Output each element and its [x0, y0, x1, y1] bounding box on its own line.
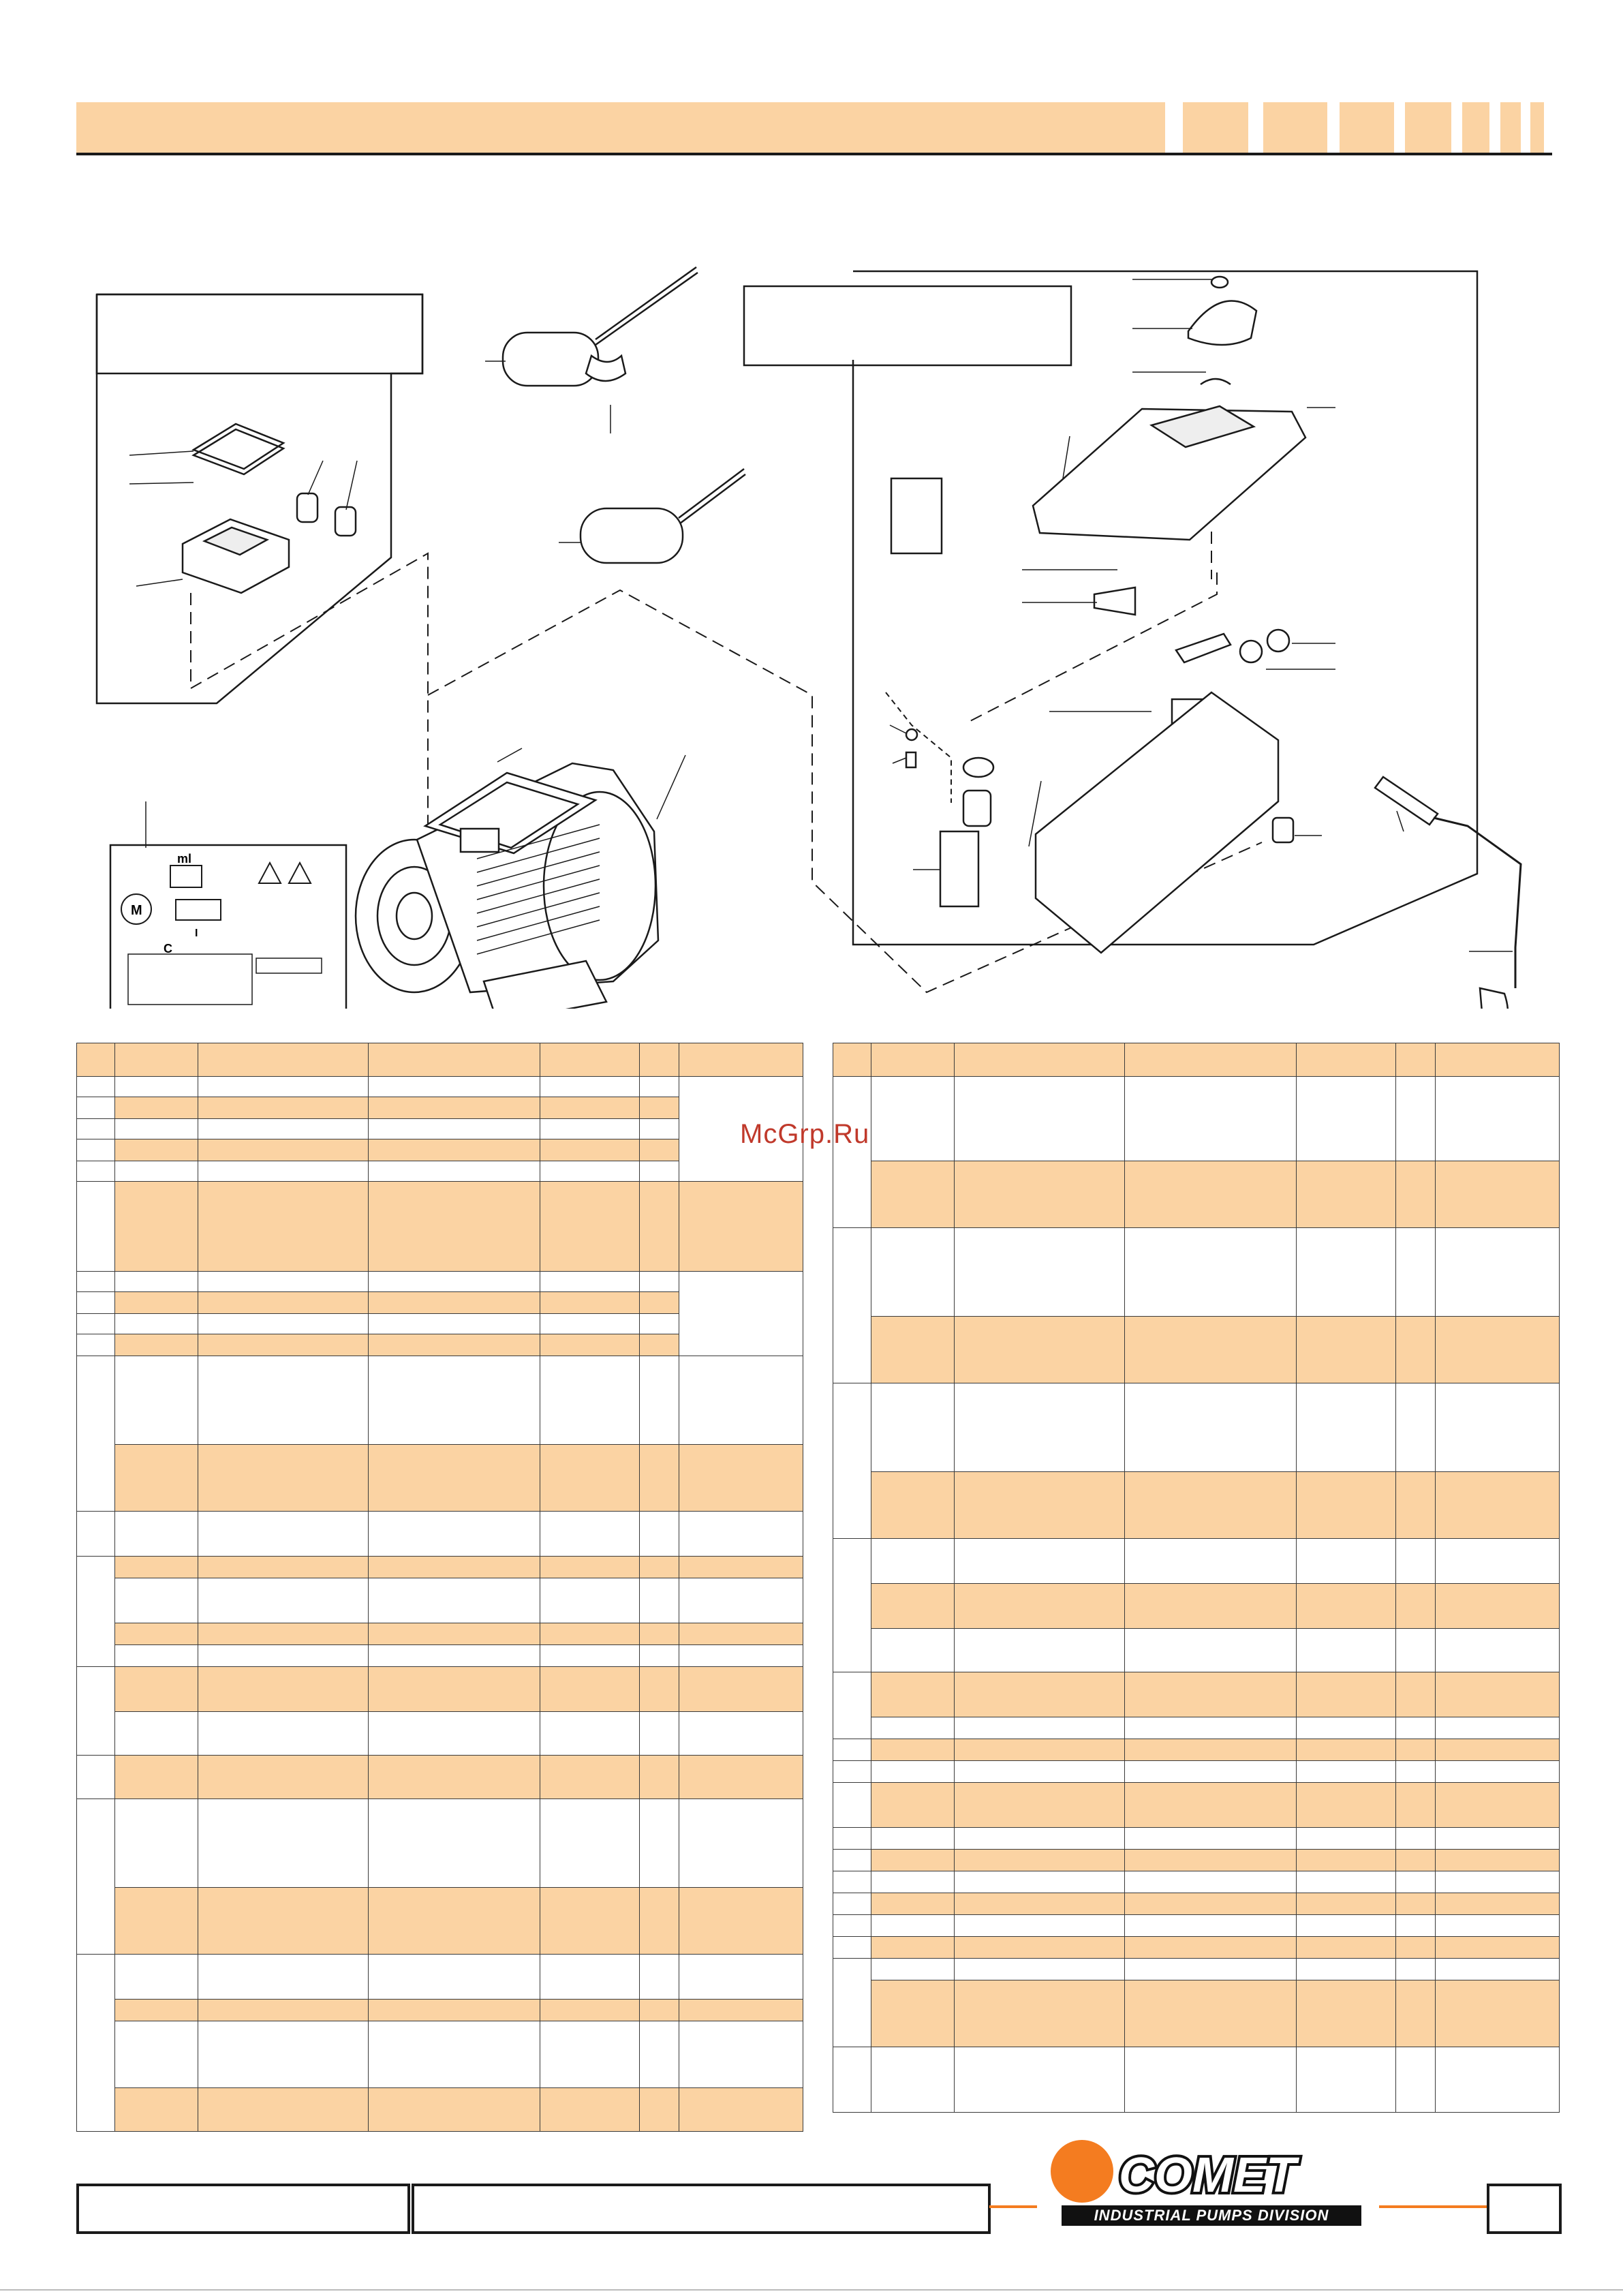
retaining-clip: [1201, 379, 1231, 384]
electric-motor: [356, 763, 658, 1009]
ball: [906, 729, 917, 740]
terminal-box-group-outline: [97, 294, 422, 703]
wiring-motor-label: M: [131, 903, 142, 918]
header-band: [76, 102, 1165, 153]
capacitor-bracket: [586, 356, 625, 381]
switch-box-base: [1036, 692, 1278, 953]
pressure-switch: [940, 831, 978, 906]
footer-box-center: [412, 2184, 991, 2234]
locknut-1: [1240, 641, 1262, 662]
cable-gland-1: [297, 493, 318, 522]
brand-logo: [1037, 2137, 1363, 2233]
capacitor-small: [581, 469, 745, 563]
switch-box-label-frame: [744, 286, 1071, 365]
parts-table-right: [833, 1043, 1560, 2113]
spring-clip: [1094, 587, 1135, 615]
header-tab-3: [1340, 102, 1394, 153]
watermark: McGrp.Ru: [740, 1119, 870, 1149]
header-tab-7: [1530, 102, 1544, 153]
wiring-capacitor-label: C: [164, 942, 172, 955]
cable-bracket: [1176, 634, 1231, 662]
page-number-box: [1487, 2184, 1562, 2234]
rotary-knob: [1188, 301, 1256, 345]
cable-gland: [1273, 818, 1293, 842]
footer-box-left: [76, 2184, 410, 2234]
header-rule: [76, 153, 1552, 155]
wiring-label-top: ml: [177, 852, 192, 866]
spring: [906, 752, 916, 767]
header-tab-2: [1263, 102, 1327, 153]
brand-division: INDUSTRIAL PUMPS DIVISION: [1062, 2205, 1361, 2226]
bottom-rule: [0, 2289, 1623, 2291]
knob-cap: [1211, 277, 1228, 288]
parts-table-left: [76, 1043, 803, 2132]
water-fitting: [963, 791, 991, 826]
cable-strain-relief: [1375, 777, 1438, 825]
header-tab-5: [1462, 102, 1489, 153]
exploded-parts-diagram: [0, 252, 1623, 1009]
sun-logo-icon: [1037, 2137, 1363, 2205]
power-plug: [1480, 988, 1508, 1009]
o-ring: [963, 758, 993, 777]
wiring-switch-label: I: [195, 928, 198, 939]
header-tab-1: [1183, 102, 1248, 153]
terminal-box-label-frame: [97, 294, 422, 373]
footer-connector-right: [1379, 2205, 1487, 2208]
header-tab-6: [1500, 102, 1521, 153]
brand-name: COMET: [1119, 2148, 1296, 2203]
cable-gland-2: [335, 507, 356, 536]
footer-connector-left: [989, 2205, 1037, 2208]
header-tab-4: [1405, 102, 1451, 153]
contactor: [891, 478, 942, 553]
locknut-2: [1267, 630, 1289, 652]
wiring-diagram-plate: [110, 845, 346, 1009]
